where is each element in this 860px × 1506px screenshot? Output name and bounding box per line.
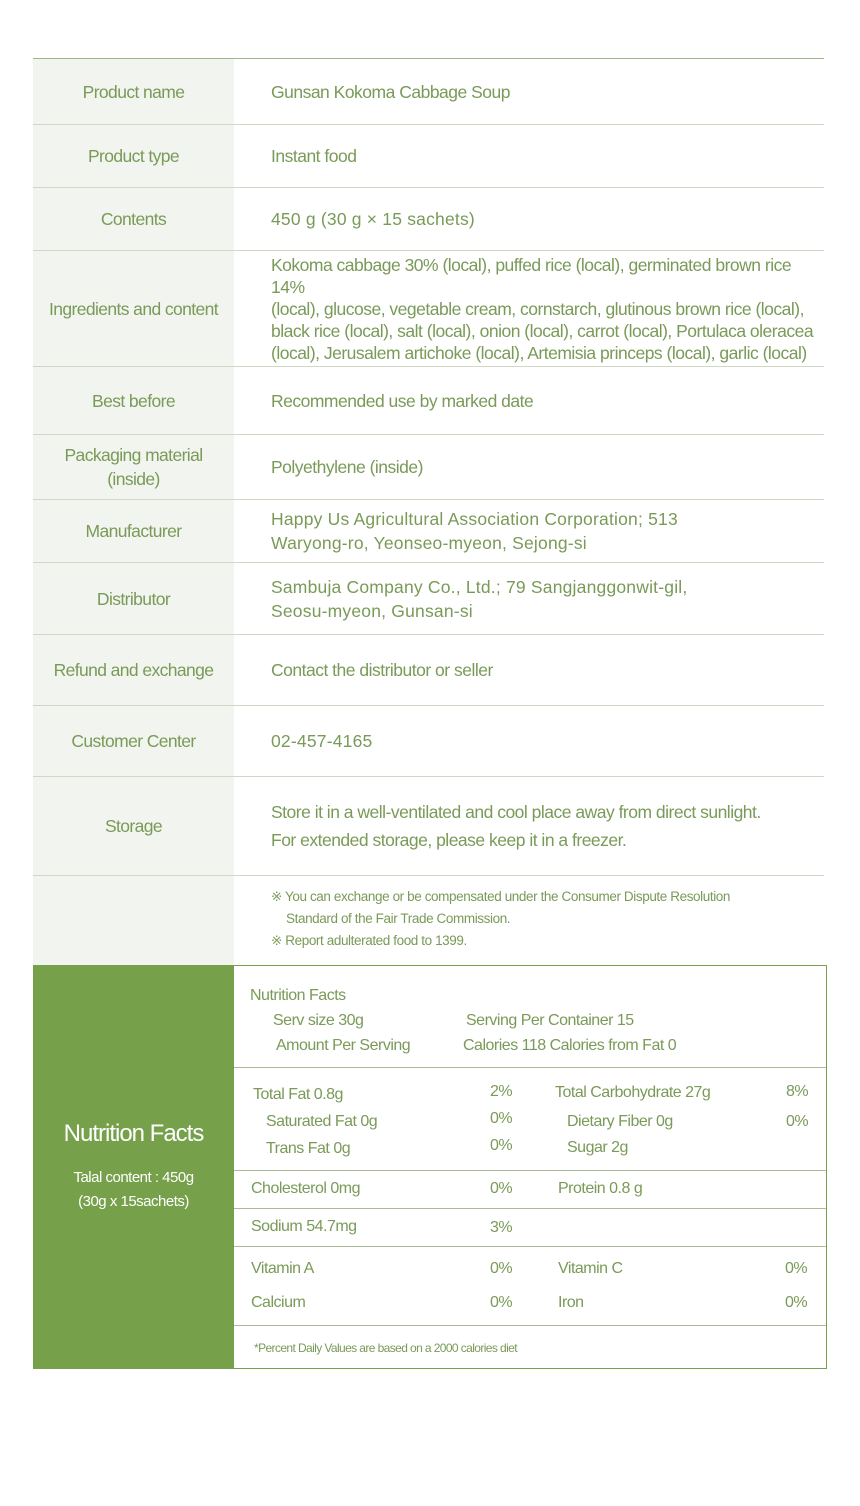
trans-fat-pct: 0%	[490, 1137, 513, 1154]
amount-per-serving: Amount Per Serving	[276, 1037, 411, 1054]
calcium-label: Calcium	[251, 1294, 306, 1311]
row-label: Ingredients and content	[33, 251, 234, 366]
row-packaging	[33, 435, 824, 500]
value-line: Waryong-ro, Yeonseo-myeon, Sejong-si	[271, 533, 587, 553]
row-notes	[33, 876, 824, 966]
note-line: ※ Report adulterated food to 1399.	[271, 933, 467, 948]
row-label: Contents	[33, 188, 234, 250]
nutrition-facts-panel	[33, 965, 827, 1369]
row-value	[234, 777, 824, 875]
trans-fat-label: Trans Fat 0g	[266, 1140, 351, 1157]
value-line: Sambuja Company Co., Ltd.; 79 Sangjanggonwit-gil,	[271, 576, 688, 597]
value-line: For extended storage, please keep it in a freezer.	[271, 830, 627, 850]
row-manufacturer	[33, 500, 824, 563]
vitamin-a-label: Vitamin A	[251, 1260, 314, 1277]
vitamin-c-label: Vitamin C	[558, 1260, 623, 1277]
row-label: Product type	[33, 125, 234, 187]
value-line: Happy Us Agricultural Association Corporation; 513	[271, 509, 678, 529]
label-line: (inside)	[107, 469, 160, 489]
row-label-empty	[33, 876, 234, 966]
total-content-line: Talal content : 450g	[73, 1169, 194, 1186]
row-value	[234, 251, 824, 366]
row-label: Distributor	[33, 563, 234, 634]
protein-label: Protein 0.8 g	[558, 1180, 643, 1197]
note-line: ※ You can exchange or be compensated under the Consumer Dispute Resolution	[271, 889, 731, 904]
vitamin-c-pct: 0%	[785, 1260, 808, 1277]
iron-label: Iron	[558, 1294, 584, 1311]
value-line: (local), Jerusalem artichoke (local), Artemisia princeps (local), garlic (local)	[271, 342, 807, 363]
row-distributor	[33, 563, 824, 635]
serving-per-container: Serving Per Container 15	[466, 1012, 634, 1029]
dietary-fiber-label: Dietary Fiber 0g	[567, 1113, 673, 1130]
row-value	[234, 563, 824, 634]
value-line: (local), glucose, vegetable cream, cornstarch, glutinous brown rice (local),	[271, 298, 804, 319]
row-value: Instant food	[271, 146, 357, 166]
product-info-table	[33, 58, 824, 966]
serv-size: Serv size 30g	[273, 1012, 364, 1029]
value-line: Seosu-myeon, Gunsan-si	[271, 600, 473, 621]
row-value: Gunsan Kokoma Cabbage Soup	[271, 81, 510, 102]
label-line: Packaging material	[64, 445, 203, 465]
vitamin-a-pct: 0%	[490, 1260, 513, 1277]
divider	[234, 1170, 826, 1171]
row-contents	[33, 188, 824, 251]
sugar-label: Sugar 2g	[567, 1139, 628, 1156]
value-line: black rice (local), salt (local), onion (local), carrot (local), Portulaca oleracea	[271, 320, 814, 341]
total-carb-pct: 8%	[786, 1083, 809, 1100]
value-line: Kokoma cabbage 30% (local), puffed rice (local), germinated brown rice 14%	[271, 254, 792, 297]
saturated-fat-label: Saturated Fat 0g	[266, 1113, 378, 1130]
notes	[234, 876, 824, 966]
sodium-label: Sodium 54.7mg	[251, 1218, 357, 1235]
row-value: Polyethylene (inside)	[271, 457, 423, 477]
row-label: Customer Center	[33, 706, 234, 776]
dietary-fiber-pct: 0%	[786, 1113, 809, 1130]
row-value	[234, 500, 824, 562]
sodium-pct: 3%	[490, 1219, 513, 1236]
row-value: 450 g (30 g × 15 sachets)	[271, 209, 475, 229]
calories: Calories 118 Calories from Fat 0	[463, 1037, 677, 1054]
note-line: Standard of the Fair Trade Commission.	[286, 911, 511, 926]
row-label: Best before	[33, 367, 234, 434]
calcium-pct: 0%	[490, 1294, 513, 1311]
nutrition-header-title: Nutrition Facts	[250, 987, 346, 1004]
value-line: Store it in a well-ventilated and cool place away from direct sunlight.	[271, 802, 761, 822]
row-label: Storage	[33, 777, 234, 875]
total-fat-label: Total Fat 0.8g	[253, 1086, 343, 1103]
row-best-before	[33, 367, 824, 435]
nutrition-side-header	[33, 965, 234, 1369]
iron-pct: 0%	[785, 1294, 808, 1311]
total-content-line: (30g x 15sachets)	[78, 1193, 189, 1210]
row-ingredients	[33, 251, 824, 367]
nutrition-side-title: Nutrition Facts	[63, 1120, 204, 1147]
row-label: Manufacturer	[33, 500, 234, 562]
row-label: Refund and exchange	[33, 635, 234, 705]
divider	[234, 1067, 826, 1068]
cholesterol-label: Cholesterol 0mg	[251, 1180, 360, 1197]
row-label: Product name	[33, 59, 234, 124]
nutrition-footnote: *Percent Daily Values are based on a 2000 calories diet	[254, 1341, 517, 1355]
row-label	[33, 435, 234, 499]
row-product-name	[33, 59, 824, 125]
row-refund	[33, 635, 824, 706]
row-product-type	[33, 125, 824, 188]
row-value: Recommended use by marked date	[271, 390, 534, 411]
row-customer-center	[33, 706, 824, 777]
saturated-fat-pct: 0%	[490, 1110, 513, 1127]
row-value: 02-457-4165	[271, 731, 373, 751]
total-fat-pct: 2%	[490, 1083, 513, 1100]
divider	[234, 1246, 826, 1247]
total-carb-label: Total Carbohydrate 27g	[555, 1084, 711, 1101]
cholesterol-pct: 0%	[490, 1180, 513, 1197]
divider	[234, 1208, 826, 1209]
row-storage	[33, 777, 824, 876]
row-value: Contact the distributor or seller	[271, 660, 493, 680]
divider	[234, 1325, 826, 1326]
nutrition-table	[234, 965, 827, 1369]
